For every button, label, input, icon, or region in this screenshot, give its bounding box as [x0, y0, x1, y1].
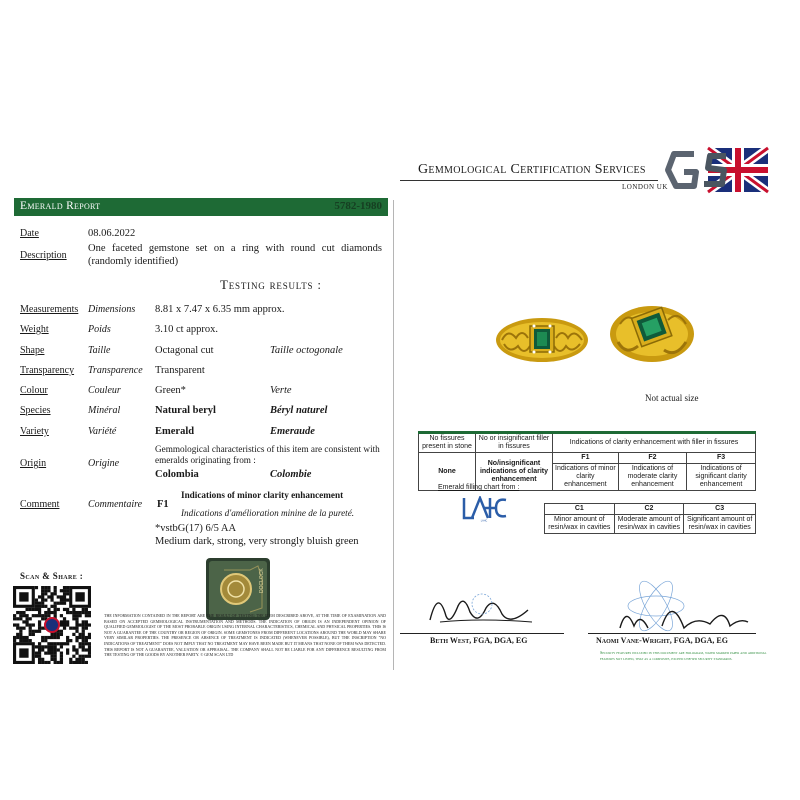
qr-code[interactable]	[13, 586, 91, 664]
colour-description: Medium dark, strong, very strongly bluish green	[155, 536, 359, 547]
brand-subtitle: LONDON UK	[622, 183, 668, 191]
cell-c3: C3	[684, 504, 756, 515]
header-indications: Indications of clarity enhancement with filler in fissures	[553, 433, 756, 453]
not-actual-size-note: Not actual size	[645, 393, 699, 403]
measurements-fr: Dimensions	[88, 304, 136, 315]
colour-label: Colour	[20, 385, 48, 396]
disclaimer-text: THE INFORMATION CONTAINED IN THE REPORT ARE THE RESULT OF TESTING THE ITEM DESCRIBED ABOVE, AT THE TIME OF EXAMINATION AND BASED ON ACCEPTED GEMMOLOGICAL INSTRUMENTATION AND METHODS. THE INDICATION OF ORIGIN IS AN INDEPENDENT OPINION OF QUALIFIED GEMMOLOGIST OF THE MOST PROBABLE ORIGIN USING INTERNAL CHARACTERISTICS, CHEMICAL AND PHYSICAL PROPERTIES. THIS IS NOT A GUARANTEE OF THE COUNTRY OR REGION OF ORIGIN. SOME GEMSTONES FROM DIFFERENT LOCATIONS AROUND THE WORLD MAY SHARE VERY SIMILAR PROPERTIES. THE PRESENCE OR ABSENCE OF TREATMENT IS INDICATED (WHENEVER POSSIBLE), BUT THE INSCRIPTION "NO INDICATIONS OF TREATMENT" DOES NOT IMPLY THAT NO TREATMENT MAY HAVE BEEN MADE BUT IT MEANS THAT NONE OF THEM WAS DETECTED. THIS REPORT IS NOT A GUARANTEE, VALUATION OR APPRAISAL. THE COMPANY SHALL NOT BE LIABLE FOR ANY DIFFERENCE RESULTING FROM THE TESTING OF THE GOODS BY ANOTHER PARTY. © GEM SCAN LTD	[104, 613, 386, 658]
lahc-text: LAHC	[480, 519, 488, 522]
cell-c1-text: Minor amount of resin/wax in cavities	[545, 515, 615, 534]
signature-line-1	[400, 633, 564, 634]
signatory-1-name: Beth West, FGA, DGA, EG	[430, 636, 528, 645]
qr-finder-pattern	[19, 648, 28, 657]
description-line-1: One faceted gemstone set on a ring with round cut diamonds	[88, 243, 382, 254]
cell-f1: F1	[553, 453, 619, 464]
shape-label: Shape	[20, 345, 45, 356]
brand-title: Gemmological Certification Services	[418, 162, 646, 177]
cell-f1-text: Indications of minor clarity enhancement	[553, 464, 619, 491]
origin-label: Origin	[20, 458, 47, 469]
species-value: Natural beryl	[155, 405, 216, 416]
colour-value: Green*	[155, 385, 186, 396]
security-note: Security features included in this document are hologram, water marked paper and additional features not listed, that as a composite, exceed unb-ipd security standards.	[600, 650, 767, 661]
signature-beth-west	[420, 582, 540, 632]
signature-naomi-vane-wright	[600, 576, 750, 638]
header-no-filler: No or insignificant filler in fissures	[476, 433, 553, 453]
transparency-label: Transparency	[20, 365, 75, 376]
column-divider	[393, 200, 394, 670]
origin-value-fr: Colombie	[270, 469, 312, 480]
signatory-2-name: Naomi Vane-Wright, FGA, DGA, EG	[596, 636, 728, 645]
date-label: Date	[20, 228, 39, 239]
weight-value: 3.10 ct approx.	[155, 324, 218, 335]
shape-value-fr: Taille octogonale	[270, 345, 343, 356]
colour-code: *vstbG(17) 6/5 AA	[155, 523, 237, 534]
variety-fr: Variété	[88, 426, 117, 437]
comment-fr-text: Indications d'amélioration minine de la pureté.	[181, 508, 355, 518]
colour-fr: Couleur	[88, 385, 121, 396]
measurements-label: Measurements	[20, 304, 79, 315]
comment-en: Indications of minor clarity enhancement	[181, 490, 344, 500]
qr-finder-pattern	[75, 592, 84, 601]
origin-fr: Origine	[88, 458, 120, 469]
comment-code: F1	[157, 499, 169, 510]
ring-photo-angle	[606, 298, 698, 364]
species-value-fr: Béryl naturel	[270, 405, 328, 416]
variety-label: Variety	[20, 426, 49, 437]
shape-value: Octagonal cut	[155, 345, 214, 356]
report-number: 5782-1980	[334, 200, 382, 212]
cell-insignificant: No/insignificant indications of clarity enhancement	[476, 453, 553, 491]
description-label: Description	[20, 250, 67, 261]
measurements-value: 8.81 x 7.47 x 6.35 mm approx.	[155, 304, 285, 315]
scan-share-label: Scan & Share :	[20, 571, 84, 581]
gcs-logo	[664, 146, 770, 194]
seal-text: DOCLOCK	[259, 568, 265, 593]
date-value: 08.06.2022	[88, 228, 136, 239]
signature-line-2	[588, 633, 756, 634]
origin-text: Gemmological characteristics of this item are consistent with emeralds originating from :	[155, 444, 380, 465]
lahc-logo	[460, 496, 508, 522]
ring-photo-front	[494, 310, 590, 370]
transparency-value: Transparent	[155, 365, 205, 376]
report-title-bar	[14, 198, 388, 216]
header-no-fissures: No fissures present in stone	[419, 433, 476, 453]
comment-label: Comment	[20, 499, 60, 510]
cavity-filling-table	[544, 503, 756, 534]
variety-value: Emerald	[155, 426, 195, 437]
cell-c1: C1	[545, 504, 615, 515]
weight-label: Weight	[20, 324, 49, 335]
testing-results-heading: Testing results :	[220, 277, 322, 292]
cell-c2: C2	[614, 504, 684, 515]
species-fr: Minéral	[88, 405, 121, 416]
cell-f3-text: Indications of significant clarity enhancement	[687, 464, 756, 491]
qr-finder-pattern	[19, 592, 28, 601]
brand-rule	[400, 180, 658, 181]
cell-c2-text: Moderate amount of resin/wax in cavities	[614, 515, 684, 534]
origin-value: Colombia	[155, 469, 199, 480]
cell-f2: F2	[618, 453, 686, 464]
cell-none: None	[419, 453, 476, 491]
cell-f2-text: Indications of moderate clarity enhancement	[618, 464, 686, 491]
doclock-seal	[206, 558, 270, 620]
transparency-fr: Transparence	[88, 365, 143, 376]
colour-value-fr: Verte	[270, 385, 292, 396]
gcs-letters-icon	[668, 154, 726, 186]
shape-fr: Taille	[88, 345, 111, 356]
cell-c3-text: Significant amount of resin/wax in cavities	[684, 515, 756, 534]
description-line-2: (randomly identified)	[88, 256, 179, 267]
qr-center-flag-icon	[45, 618, 59, 632]
weight-fr: Poids	[88, 324, 111, 335]
comment-fr: Commentaire	[88, 499, 143, 510]
clarity-enhancement-table	[418, 431, 756, 491]
filling-chart-caption: Emerald filling chart from :	[438, 484, 520, 491]
cell-f3: F3	[687, 453, 756, 464]
variety-value-fr: Emeraude	[270, 426, 315, 437]
report-title: Emerald Report	[20, 200, 101, 212]
species-label: Species	[20, 405, 51, 416]
